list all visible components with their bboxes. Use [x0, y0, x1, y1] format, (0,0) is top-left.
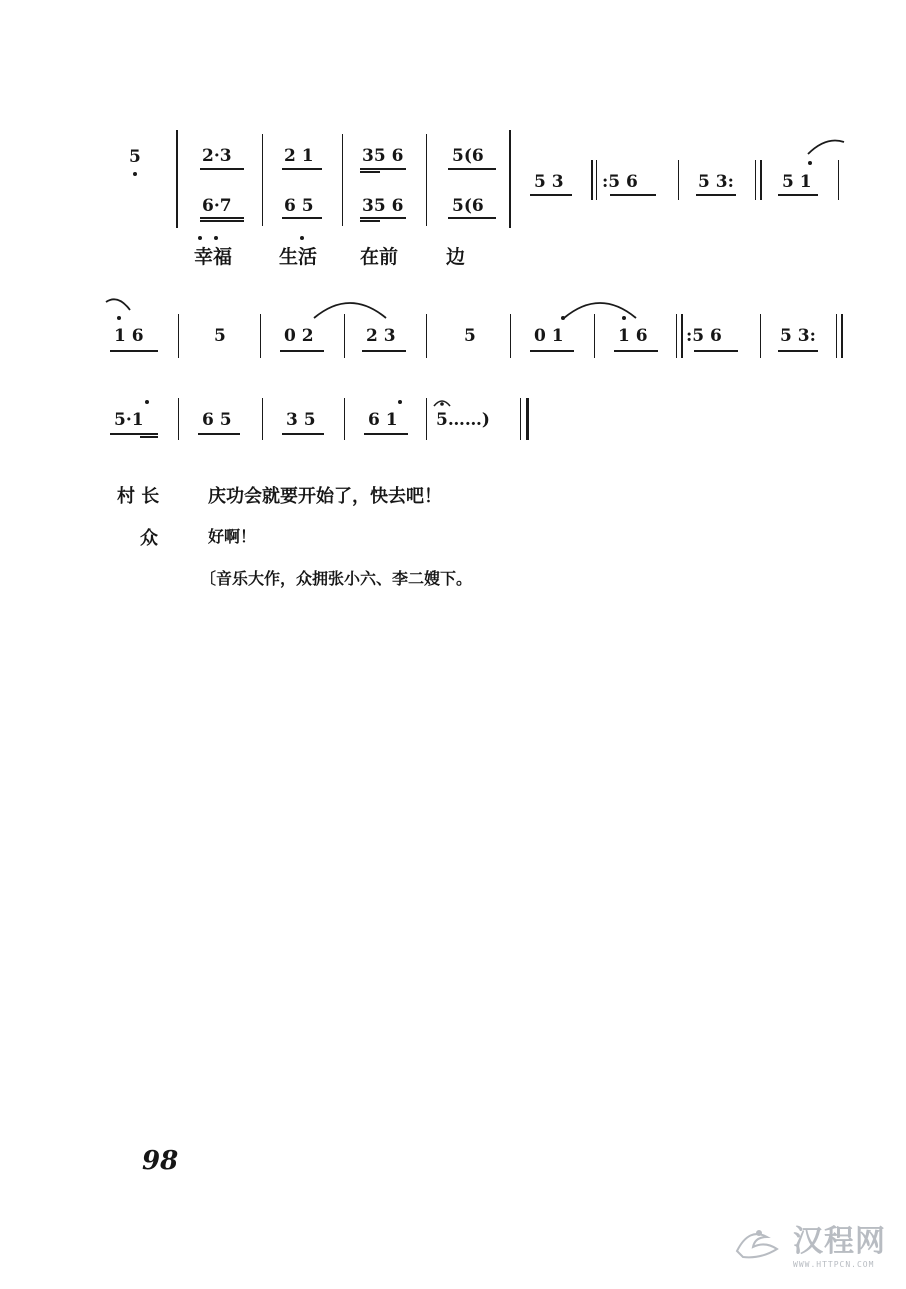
underline [610, 194, 656, 196]
note-group-4: 6 1 [368, 410, 398, 430]
lyric-1: 幸福 [194, 246, 233, 268]
lead-note: 5 [129, 147, 141, 167]
final-bar [520, 398, 521, 440]
bar-line [509, 130, 511, 228]
speaker-name: 众 [140, 528, 158, 549]
upper-note-2: 2 1 [284, 146, 314, 166]
high-octave-dot [622, 316, 626, 320]
lyric-3: 在前 [360, 246, 399, 268]
watermark [731, 1216, 886, 1269]
bar-line [344, 314, 345, 358]
upper-note-4: 5(6 [452, 146, 484, 166]
lower-note-3: 35 6 [362, 196, 404, 216]
underline [530, 194, 572, 196]
bar-line [426, 134, 427, 226]
dialogue-line: 庆功会就要开始了，快去吧！ [208, 486, 442, 507]
underline [140, 436, 158, 438]
tie-slur [806, 136, 846, 156]
tie-slur [312, 296, 388, 320]
underline [282, 217, 322, 219]
after-note-1: 5 3 [534, 172, 564, 192]
underline [360, 217, 406, 219]
repeat-bar [596, 160, 597, 200]
bar-line [594, 314, 595, 358]
low-octave-dot [198, 236, 202, 240]
underline [778, 194, 818, 196]
lower-note-4: 5(6 [452, 196, 484, 216]
high-octave-dot [117, 316, 121, 320]
low-octave-dot [300, 236, 304, 240]
underline [110, 350, 158, 352]
underline [200, 220, 244, 222]
page-number: 98 [142, 1146, 179, 1176]
high-octave-dot [808, 161, 812, 165]
lyric-4: 边 [446, 246, 466, 268]
after-note-4: 5 1 [782, 172, 812, 192]
watermark-text: 汉程网 [793, 1224, 886, 1259]
fermata-icon [432, 396, 452, 408]
dialogue-line: 好啊！ [208, 527, 257, 546]
repeat-bar [676, 314, 677, 358]
note-group-1: 5·1 [114, 410, 144, 430]
final-bar [526, 398, 529, 440]
underline [614, 350, 658, 352]
lyric-2: 生活 [279, 246, 318, 268]
bar-line [760, 314, 761, 358]
lower-note-2: 6 5 [284, 196, 314, 216]
after-note-2: :5 6 [602, 172, 638, 192]
bar-line [344, 398, 345, 440]
upper-note-1: 2·3 [202, 146, 232, 166]
underline [198, 433, 240, 435]
upper-note-3: 35 6 [362, 146, 404, 166]
repeat-bar [836, 314, 837, 358]
bar-line [262, 134, 263, 226]
note-group-2: 6 5 [202, 410, 232, 430]
note-group-3: 0 2 [284, 326, 314, 346]
bar-line [178, 398, 179, 440]
bar-line [178, 314, 179, 358]
system-bar [176, 130, 178, 228]
low-octave-dot [133, 172, 137, 176]
underline [200, 217, 244, 219]
bar-line [510, 314, 511, 358]
tie-slur [104, 296, 134, 312]
lower-note-1: 6·7 [202, 196, 232, 216]
bar-line [342, 134, 343, 226]
note-group-5: 5……) [436, 410, 490, 430]
note-group-3: 3 5 [286, 410, 316, 430]
underline [360, 220, 380, 222]
watermark-url: WWW.HTTPCN.COM [793, 1260, 875, 1269]
note-group-2: 5 [214, 326, 226, 346]
underline [448, 168, 496, 170]
repeat-bar [760, 160, 762, 200]
repeat-bar [681, 314, 683, 358]
note-group-7: 1 6 [618, 326, 648, 346]
underline [362, 350, 406, 352]
speaker-name: 村 长 [117, 486, 160, 507]
underline [364, 433, 408, 435]
note-group-5: 5 [464, 326, 476, 346]
bar-line [262, 398, 263, 440]
underline [360, 168, 406, 170]
note-group-6: 0 1 [534, 326, 564, 346]
note-group-9: 5 3: [780, 326, 816, 346]
underline [530, 350, 574, 352]
note-group-1: 1 6 [114, 326, 144, 346]
bar-line [426, 314, 427, 358]
bar-line [838, 160, 839, 200]
note-group-4: 2 3 [366, 326, 396, 346]
bar-line [678, 160, 679, 200]
underline [110, 433, 158, 435]
bar-line [260, 314, 261, 358]
high-octave-dot [145, 400, 149, 404]
underline [282, 433, 324, 435]
underline [360, 171, 380, 173]
underline [448, 217, 496, 219]
repeat-bar [591, 160, 593, 200]
underline [282, 168, 322, 170]
repeat-bar [755, 160, 756, 200]
stage-direction: 〔音乐大作，众拥张小六、李二嫂下。 [200, 569, 473, 588]
bar-line [426, 398, 427, 440]
note-group-8: :5 6 [686, 326, 722, 346]
underline [200, 168, 244, 170]
underline [694, 350, 738, 352]
underline [696, 194, 736, 196]
tie-slur [562, 296, 638, 320]
high-octave-dot [398, 400, 402, 404]
low-octave-dot [214, 236, 218, 240]
underline [778, 350, 818, 352]
repeat-bar [841, 314, 843, 358]
after-note-3: 5 3: [698, 172, 734, 192]
watermark-logo-icon [731, 1223, 787, 1263]
underline [280, 350, 324, 352]
